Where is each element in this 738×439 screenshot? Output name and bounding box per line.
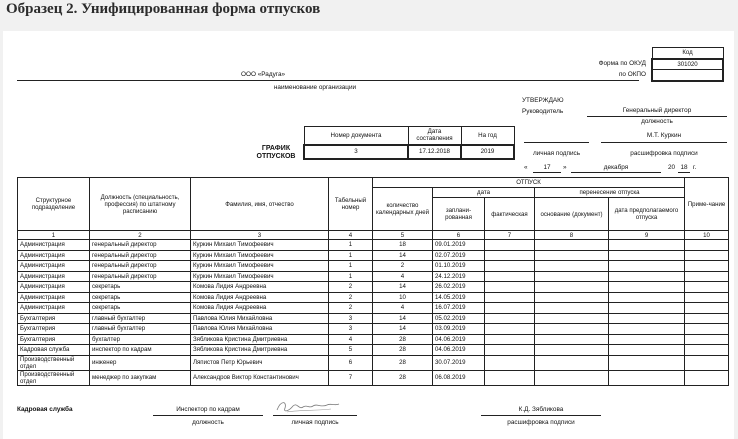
vacation-table bbox=[17, 177, 729, 386]
cell-actual-date bbox=[485, 261, 535, 272]
cell-tab-number: 4 bbox=[329, 334, 373, 345]
cell-planned-date: 04.06.2019 bbox=[433, 334, 485, 345]
doc-date: 17.12.2018 bbox=[408, 145, 461, 159]
cell-planned-date: 03.09.2019 bbox=[433, 324, 485, 335]
head-label: Руководитель bbox=[522, 108, 564, 115]
footer-position-caption: должность bbox=[192, 419, 224, 426]
cell-actual-date bbox=[485, 370, 535, 385]
cell-planned-date: 30.07.2019 bbox=[433, 355, 485, 370]
cell-expected-date bbox=[609, 250, 685, 261]
footer-name: К.Д. Зябликова bbox=[518, 406, 564, 413]
cell-unit: Администрация bbox=[18, 250, 90, 261]
cell-reason bbox=[535, 355, 609, 370]
header-tab-number: Табельный номер bbox=[329, 178, 373, 231]
approval-year-suffix: г. bbox=[693, 164, 697, 171]
cell-unit: Бухгалтерия bbox=[18, 324, 90, 335]
cell-days: 2 bbox=[373, 261, 433, 272]
cell-unit: Администрация bbox=[18, 240, 90, 251]
cell-days: 14 bbox=[373, 282, 433, 293]
cell-planned-date: 14.05.2019 bbox=[433, 292, 485, 303]
cell-note bbox=[685, 250, 729, 261]
approval-day-line bbox=[533, 172, 561, 173]
organization-line bbox=[17, 80, 639, 81]
cell-note bbox=[685, 324, 729, 335]
document-title-line1: ГРАФИК bbox=[261, 145, 291, 152]
handwritten-signature-icon bbox=[273, 398, 343, 416]
vacation-form-sheet bbox=[3, 31, 734, 439]
doc-year-header: На год bbox=[461, 127, 514, 145]
cell-tab-number: 2 bbox=[329, 282, 373, 293]
cell-tab-number: 2 bbox=[329, 303, 373, 314]
column-number: 5 bbox=[373, 231, 433, 240]
cell-unit: Администрация bbox=[18, 271, 90, 282]
header-unit: Структурное подразделение bbox=[18, 178, 90, 231]
cell-days: 28 bbox=[373, 370, 433, 385]
cell-expected-date bbox=[609, 271, 685, 282]
cell-unit: Производственный отдел bbox=[18, 355, 90, 370]
header-expected-date: дата предполагаемого отпуска bbox=[609, 198, 685, 231]
cell-planned-date: 26.02.2019 bbox=[433, 282, 485, 293]
cell-note bbox=[685, 370, 729, 385]
column-number: 6 bbox=[433, 231, 485, 240]
cell-name: Куркин Михаил Тимофеевич bbox=[191, 271, 329, 282]
cell-name: Павлова Юлия Михайловна bbox=[191, 313, 329, 324]
cell-expected-date bbox=[609, 313, 685, 324]
approval-month: декабря bbox=[603, 164, 629, 171]
cell-position: инспектор по кадрам bbox=[90, 345, 191, 356]
codes-table bbox=[651, 47, 724, 82]
cell-note bbox=[685, 334, 729, 345]
cell-actual-date bbox=[485, 313, 535, 324]
okpo-code bbox=[652, 70, 723, 81]
approver-position: Генеральный директор bbox=[622, 107, 692, 114]
footer-signature bbox=[273, 398, 343, 416]
cell-tab-number: 1 bbox=[329, 240, 373, 251]
column-number: 4 bbox=[329, 231, 373, 240]
cell-actual-date bbox=[485, 271, 535, 282]
cell-name: Куркин Михаил Тимофеевич bbox=[191, 250, 329, 261]
footer-name-line bbox=[481, 415, 601, 416]
cell-reason bbox=[535, 345, 609, 356]
page-title: Образец 2. Унифицированная форма отпусков bbox=[6, 1, 321, 17]
cell-reason bbox=[535, 303, 609, 314]
table-row bbox=[18, 250, 729, 261]
cell-reason bbox=[535, 271, 609, 282]
document-info-table bbox=[303, 126, 515, 160]
header-date: дата bbox=[433, 188, 535, 198]
cell-name: Куркин Михаил Тимофеевич bbox=[191, 240, 329, 251]
table-row bbox=[18, 313, 729, 324]
cell-planned-date: 02.07.2019 bbox=[433, 250, 485, 261]
table-row bbox=[18, 303, 729, 314]
cell-name: Ляпистов Петр Юрьевич bbox=[191, 355, 329, 370]
okud-code: 301020 bbox=[652, 59, 723, 70]
cell-expected-date bbox=[609, 292, 685, 303]
cell-name: Куркин Михаил Тимофеевич bbox=[191, 261, 329, 272]
cell-unit: Кадровая служба bbox=[18, 345, 90, 356]
header-actual: фактическая bbox=[485, 198, 535, 231]
cell-expected-date bbox=[609, 303, 685, 314]
cell-position: менеджер по закупкам bbox=[90, 370, 191, 385]
cell-expected-date bbox=[609, 334, 685, 345]
table-row bbox=[18, 292, 729, 303]
cell-planned-date: 06.08.2019 bbox=[433, 370, 485, 385]
column-number: 8 bbox=[535, 231, 609, 240]
cell-unit: Бухгалтерия bbox=[18, 334, 90, 345]
cell-actual-date bbox=[485, 250, 535, 261]
header-vacation: ОТПУСК bbox=[373, 178, 685, 188]
cell-expected-date bbox=[609, 240, 685, 251]
cell-tab-number: 5 bbox=[329, 345, 373, 356]
table-row bbox=[18, 334, 729, 345]
approver-signature-line bbox=[524, 142, 589, 143]
cell-expected-date bbox=[609, 370, 685, 385]
header-name: Фамилия, имя, отчество bbox=[191, 178, 329, 231]
cell-days: 4 bbox=[373, 271, 433, 282]
cell-name: Комова Лидия Андреевна bbox=[191, 282, 329, 293]
column-number: 7 bbox=[485, 231, 535, 240]
approval-day: 17 bbox=[543, 164, 551, 171]
column-number: 2 bbox=[90, 231, 191, 240]
approver-position-caption: должность bbox=[641, 118, 673, 125]
doc-year: 2019 bbox=[461, 145, 514, 159]
cell-note bbox=[685, 282, 729, 293]
header-position: Должность (специальность, профессия) по штатному расписанию bbox=[90, 178, 191, 231]
cell-days: 4 bbox=[373, 303, 433, 314]
cell-planned-date: 04.06.2019 bbox=[433, 345, 485, 356]
approver-name-caption: расшифровка подписи bbox=[630, 150, 698, 157]
cell-days: 14 bbox=[373, 250, 433, 261]
cell-note bbox=[685, 240, 729, 251]
table-row bbox=[18, 324, 729, 335]
footer-name-caption: расшифровка подписи bbox=[507, 419, 575, 426]
cell-actual-date bbox=[485, 303, 535, 314]
cell-unit: Бухгалтерия bbox=[18, 313, 90, 324]
cell-reason bbox=[535, 250, 609, 261]
cell-planned-date: 16.07.2019 bbox=[433, 303, 485, 314]
document-title-line2: ОТПУСКОВ bbox=[256, 153, 296, 160]
organization-name: ООО «Радуга» bbox=[241, 71, 286, 78]
cell-tab-number: 1 bbox=[329, 271, 373, 282]
cell-reason bbox=[535, 282, 609, 293]
cell-note bbox=[685, 313, 729, 324]
approval-year: 18 bbox=[680, 164, 688, 171]
cell-days: 14 bbox=[373, 324, 433, 335]
approver-name: М.Т. Куркин bbox=[646, 132, 682, 139]
header-transfer: перенесение отпуска bbox=[535, 188, 685, 198]
header-note: Приме-чание bbox=[685, 178, 729, 231]
cell-tab-number: 2 bbox=[329, 292, 373, 303]
cell-planned-date: 24.12.2019 bbox=[433, 271, 485, 282]
cell-note bbox=[685, 345, 729, 356]
cell-note bbox=[685, 303, 729, 314]
approval-year-line bbox=[678, 172, 690, 173]
approver-name-line bbox=[601, 142, 727, 143]
cell-name: Александров Виктор Константинович bbox=[191, 370, 329, 385]
cell-reason bbox=[535, 370, 609, 385]
approval-year-prefix: 20 bbox=[668, 164, 676, 171]
footer-signature-caption: личная подпись bbox=[291, 419, 339, 426]
table-row bbox=[18, 370, 729, 385]
approval-month-line bbox=[571, 172, 661, 173]
cell-actual-date bbox=[485, 282, 535, 293]
column-number: 1 bbox=[18, 231, 90, 240]
cell-position: секретарь bbox=[90, 282, 191, 293]
cell-expected-date bbox=[609, 355, 685, 370]
cell-planned-date: 09.01.2019 bbox=[433, 240, 485, 251]
cell-position: бухгалтер bbox=[90, 334, 191, 345]
cell-actual-date bbox=[485, 292, 535, 303]
cell-unit: Администрация bbox=[18, 292, 90, 303]
table-row bbox=[18, 261, 729, 272]
cell-reason bbox=[535, 334, 609, 345]
footer-signature-line bbox=[273, 415, 357, 416]
cell-reason bbox=[535, 292, 609, 303]
table-row bbox=[18, 355, 729, 370]
approver-position-line bbox=[587, 116, 727, 117]
cell-position: секретарь bbox=[90, 292, 191, 303]
cell-actual-date bbox=[485, 324, 535, 335]
codes-header: Код bbox=[652, 48, 723, 59]
cell-position: инженер bbox=[90, 355, 191, 370]
cell-note bbox=[685, 355, 729, 370]
organization-caption: наименование организации bbox=[273, 84, 357, 91]
header-reason: основание (документ) bbox=[535, 198, 609, 231]
cell-tab-number: 1 bbox=[329, 261, 373, 272]
cell-position: генеральный директор bbox=[90, 250, 191, 261]
date-quote-close: » bbox=[563, 164, 567, 171]
cell-unit: Администрация bbox=[18, 282, 90, 293]
column-number: 10 bbox=[685, 231, 729, 240]
footer-position-line bbox=[153, 415, 263, 416]
cell-name: Зябликова Кристина Дмитриевна bbox=[191, 334, 329, 345]
cell-expected-date bbox=[609, 261, 685, 272]
cell-days: 18 bbox=[373, 240, 433, 251]
table-row bbox=[18, 282, 729, 293]
header-days: количество календарных дней bbox=[373, 188, 433, 231]
cell-actual-date bbox=[485, 240, 535, 251]
cell-unit: Администрация bbox=[18, 303, 90, 314]
cell-expected-date bbox=[609, 282, 685, 293]
cell-unit: Администрация bbox=[18, 261, 90, 272]
cell-expected-date bbox=[609, 345, 685, 356]
cell-note bbox=[685, 261, 729, 272]
cell-note bbox=[685, 292, 729, 303]
cell-planned-date: 01.10.2019 bbox=[433, 261, 485, 272]
column-number: 3 bbox=[191, 231, 329, 240]
table-row bbox=[18, 345, 729, 356]
cell-days: 10 bbox=[373, 292, 433, 303]
cell-actual-date bbox=[485, 355, 535, 370]
cell-name: Павлова Юлия Михайловна bbox=[191, 324, 329, 335]
cell-tab-number: 6 bbox=[329, 355, 373, 370]
cell-name: Зябликова Кристина Дмитриевна bbox=[191, 345, 329, 356]
cell-position: секретарь bbox=[90, 303, 191, 314]
cell-reason bbox=[535, 240, 609, 251]
header-planned: заплани-рованная bbox=[433, 198, 485, 231]
cell-note bbox=[685, 271, 729, 282]
cell-days: 28 bbox=[373, 334, 433, 345]
date-quote-open: « bbox=[524, 164, 528, 171]
cell-reason bbox=[535, 313, 609, 324]
approve-label: УТВЕРЖДАЮ bbox=[522, 97, 564, 104]
doc-number: 3 bbox=[304, 145, 408, 159]
footer-department: Кадровая служба bbox=[17, 406, 73, 413]
cell-planned-date: 05.02.2019 bbox=[433, 313, 485, 324]
cell-actual-date bbox=[485, 345, 535, 356]
cell-position: генеральный директор bbox=[90, 261, 191, 272]
cell-name: Комова Лидия Андреевна bbox=[191, 303, 329, 314]
cell-tab-number: 7 bbox=[329, 370, 373, 385]
doc-number-header: Номер документа bbox=[304, 127, 408, 145]
cell-reason bbox=[535, 261, 609, 272]
cell-position: генеральный директор bbox=[90, 271, 191, 282]
cell-tab-number: 3 bbox=[329, 324, 373, 335]
cell-reason bbox=[535, 324, 609, 335]
cell-name: Комова Лидия Андреевна bbox=[191, 292, 329, 303]
okpo-label: по ОКПО bbox=[618, 71, 646, 78]
table-row bbox=[18, 240, 729, 251]
approver-signature-caption: личная подпись bbox=[532, 150, 581, 157]
table-row bbox=[18, 271, 729, 282]
okud-label: Форма по ОКУД bbox=[598, 60, 646, 67]
cell-unit: Производственный отдел bbox=[18, 370, 90, 385]
cell-days: 14 bbox=[373, 313, 433, 324]
cell-position: генеральный директор bbox=[90, 240, 191, 251]
cell-position: главный бухгалтер bbox=[90, 313, 191, 324]
cell-position: главный бухгалтер bbox=[90, 324, 191, 335]
footer-position: Инспектор по кадрам bbox=[176, 406, 240, 413]
cell-days: 28 bbox=[373, 345, 433, 356]
cell-expected-date bbox=[609, 324, 685, 335]
cell-days: 28 bbox=[373, 355, 433, 370]
cell-tab-number: 1 bbox=[329, 250, 373, 261]
column-number: 9 bbox=[609, 231, 685, 240]
cell-actual-date bbox=[485, 334, 535, 345]
doc-date-header: Дата составления bbox=[408, 127, 461, 145]
cell-tab-number: 3 bbox=[329, 313, 373, 324]
